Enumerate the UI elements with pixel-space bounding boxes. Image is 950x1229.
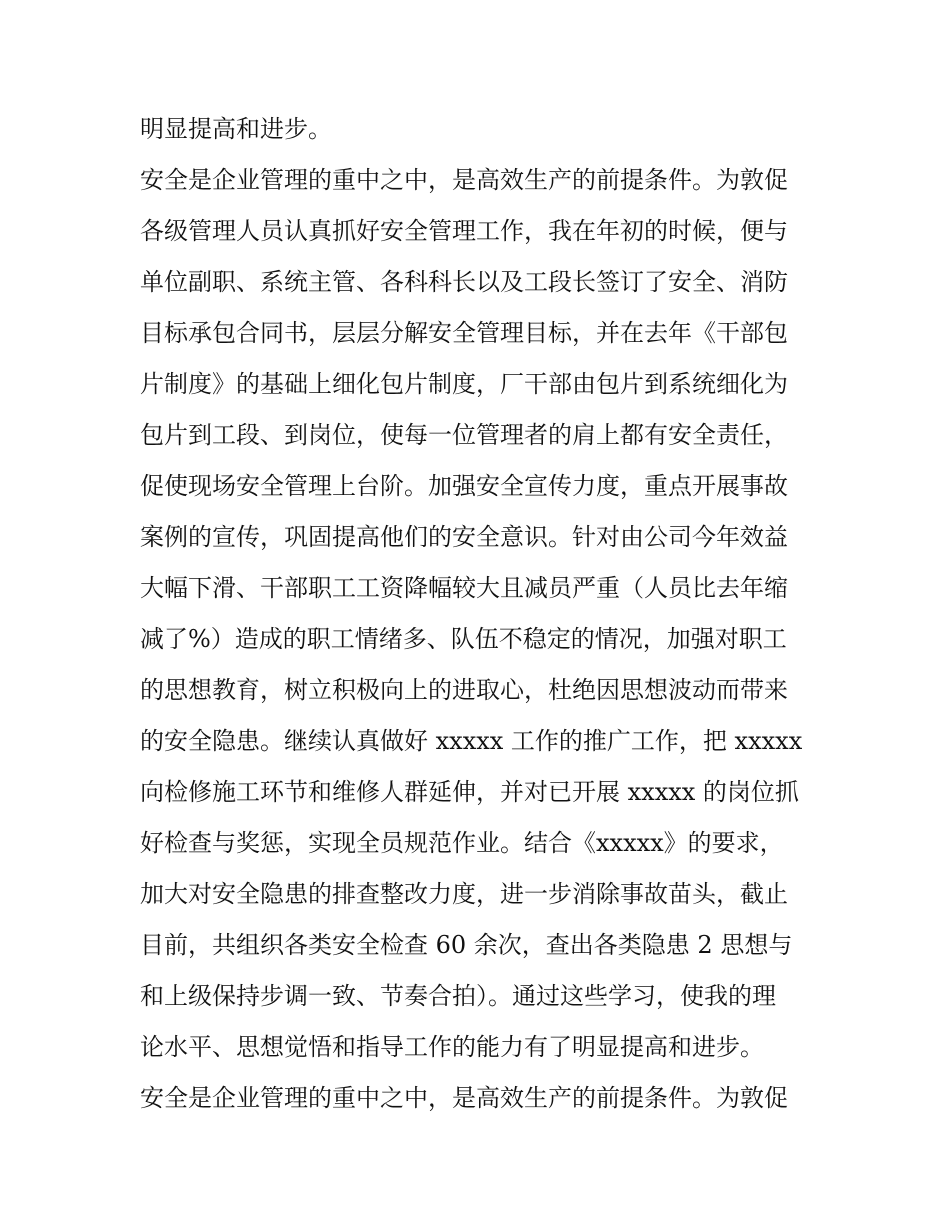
text-line: 促使现场安全管理上台阶。加强安全宣传力度，重点开展事故	[140, 472, 788, 500]
text-line: 各级管理人员认真抓好安全管理工作，我在年初的时候，便与	[140, 217, 788, 245]
text-line: 减了%）造成的职工情绪多、队伍不稳定的情况，加强对职工	[140, 625, 787, 653]
text-line: 明显提高和进步。	[140, 115, 332, 143]
text-line: 安全是企业管理的重中之中，是高效生产的前提条件。为敦促	[140, 1084, 788, 1112]
text-line: 加大对安全隐患的排查整改力度，进一步消除事故苗头，截止	[140, 880, 788, 908]
text-line: 目标承包合同书，层层分解安全管理目标，并在去年《干部包	[140, 319, 788, 347]
text-line: 大幅下滑、干部职工工资降幅较大且减员严重（人员比去年缩	[140, 574, 788, 602]
text-line: 的安全隐患。继续认真做好 xxxxx 工作的推广工作，把 xxxxx	[140, 727, 803, 755]
text-line: 的思想教育，树立积极向上的进取心，杜绝因思想波动而带来	[140, 676, 788, 704]
text-line: 包片到工段、到岗位，使每一位管理者的肩上都有安全责任，	[140, 421, 788, 449]
text-line: 案例的宣传，巩固提高他们的安全意识。针对由公司今年效益	[140, 523, 788, 551]
text-line: 向检修施工环节和维修人群延伸，并对已开展 xxxxx 的岗位抓	[140, 778, 799, 806]
text-line: 论水平、思想觉悟和指导工作的能力有了明显提高和进步。	[140, 1033, 764, 1061]
text-line: 和上级保持步调一致、节奏合拍）。通过这些学习，使我的理	[140, 982, 776, 1010]
text-line: 目前，共组织各类安全检查 60 余次，查出各类隐患 2 思想与	[140, 931, 793, 959]
text-line: 安全是企业管理的重中之中，是高效生产的前提条件。为敦促	[140, 166, 788, 194]
text-line: 片制度》的基础上细化包片制度，厂干部由包片到系统细化为	[140, 370, 788, 398]
body-text	[140, 104, 840, 1124]
text-line: 单位副职、系统主管、各科科长以及工段长签订了安全、消防	[140, 268, 788, 296]
text-line: 好检查与奖惩，实现全员规范作业。结合《xxxxx》的要求，	[140, 829, 784, 857]
